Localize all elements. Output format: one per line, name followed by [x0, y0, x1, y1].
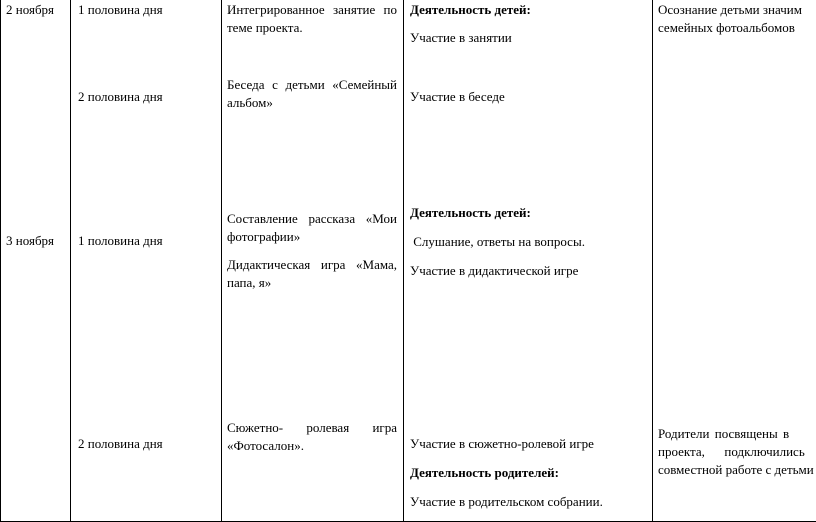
row2-date: 3 ноября [6, 233, 55, 248]
row2-activity1-line1: Составление рассказа «Мои [227, 211, 397, 226]
row1-date: 2 ноября [6, 2, 55, 17]
grid-line [403, 0, 404, 522]
row1-activity1-line1: Интегрированное занятие по [227, 2, 397, 17]
row2-activity2-line2: папа, я» [227, 275, 272, 290]
row2-part1: 1 половина дня [78, 233, 163, 248]
row1-part1: 1 половина дня [78, 2, 163, 17]
row2-activity3-line1: Сюжетно- ролевая игра [227, 420, 397, 435]
row1-children1: Участие в занятии [410, 30, 512, 45]
grid-line [221, 0, 222, 522]
grid-line [0, 0, 1, 522]
row2-activity1-line2: фотографии» [227, 229, 301, 244]
row1-activity2-line1: Беседа с детьми «Семейный [227, 77, 397, 92]
row1-activity1-line2: теме проекта. [227, 20, 303, 35]
row2-children-header: Деятельность детей: [410, 205, 531, 220]
row1-part2: 2 половина дня [78, 89, 163, 104]
row2-parents-header: Деятельность родителей: [410, 465, 559, 480]
row1-children-header: Деятельность детей: [410, 2, 531, 17]
row2-activity2-line1: Дидактическая игра «Мама, [227, 257, 397, 272]
row1-result-line1: Осознание детьми значим [658, 2, 802, 17]
row1-activity2-line2: альбом» [227, 95, 273, 110]
row2-result-line2: проекта, подключились [658, 444, 805, 459]
row2-parents1: Участие в родительском собрании. [410, 494, 603, 509]
row1-result-line2: семейных фотоальбомов [658, 20, 795, 35]
row2-part2: 2 половина дня [78, 436, 163, 451]
row2-children2: Участие в дидактической игре [410, 263, 579, 278]
row2-activity3-line2: «Фотосалон». [227, 438, 304, 453]
row2-result-line3: совместной работе с детьми [658, 462, 814, 477]
grid-line [70, 0, 71, 522]
row2-children3: Участие в сюжетно-ролевой игре [410, 436, 594, 451]
grid-line [652, 0, 653, 522]
row2-children1: Слушание, ответы на вопросы. [410, 234, 585, 249]
row2-result-line1: Родители посвящены в [658, 426, 790, 441]
row1-children2: Участие в беседе [410, 89, 505, 104]
